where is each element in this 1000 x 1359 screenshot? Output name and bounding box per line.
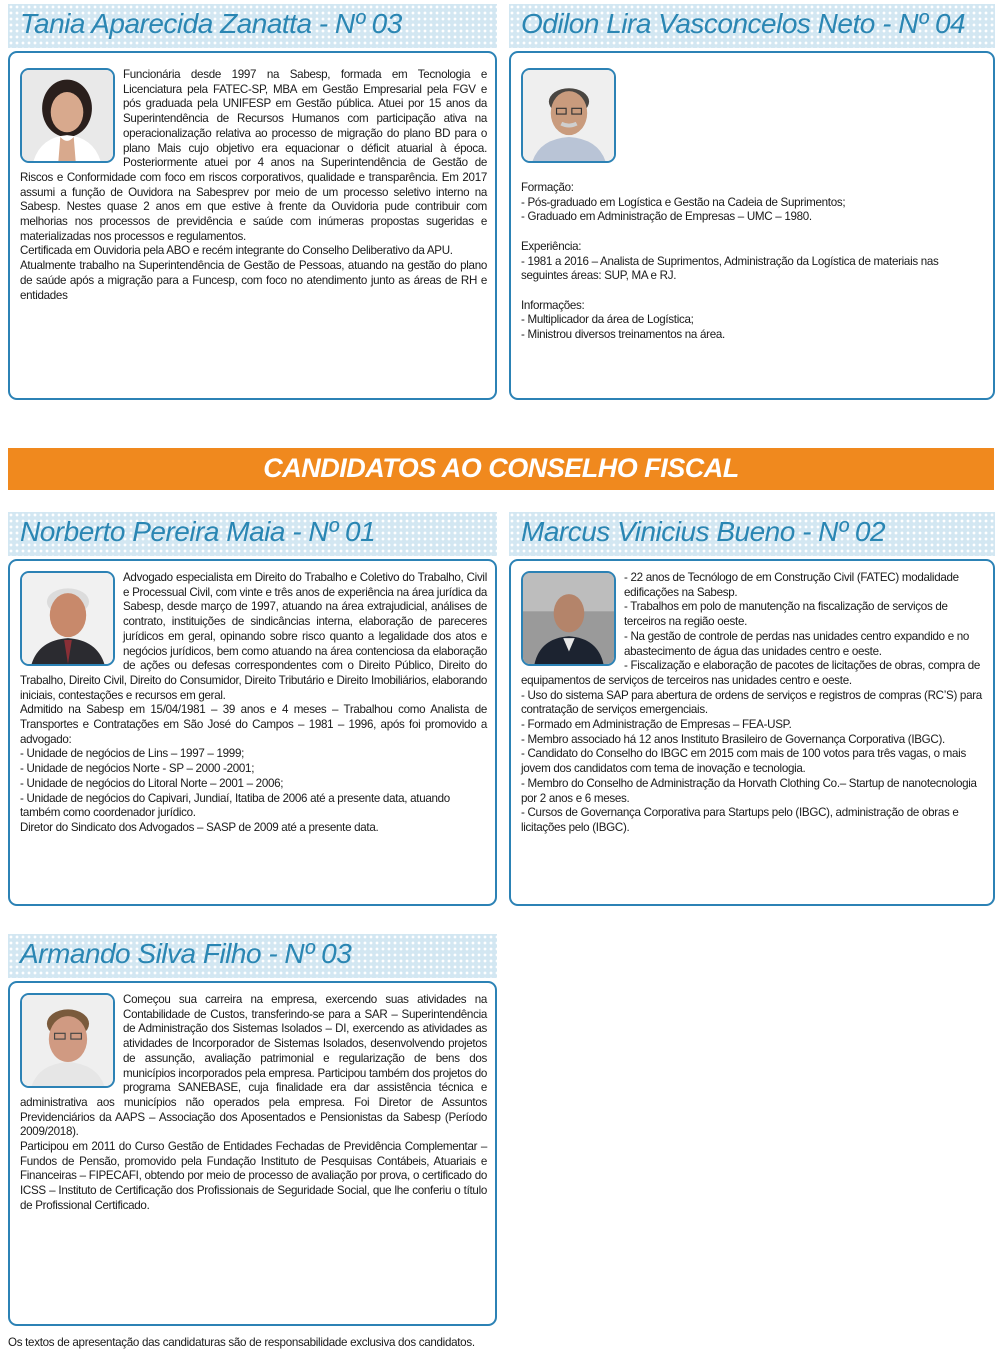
formacao-item: - Pós-graduado em Logística e Gestão na Cadeia de Suprimentos;: [521, 195, 846, 209]
candidate-photo: [20, 571, 115, 666]
candidate-title-bar: [509, 512, 995, 556]
candidate-box: [8, 51, 497, 400]
candidate-name: Norberto Pereira Maia - Nº 01: [20, 516, 376, 547]
candidate-bio: Funcionária desde 1997 na Sabesp, formada em Tecnologia e Licenciatura pela FATEC-SP, MBA em Gestão Empresarial pela FGV e pós graduada pela UNIFESP em Gestão pública. Atuei por 15 anos da Superintendência de Recursos Humanos com participação ativa na operacionalização relativa ao processo de migração do plano BD para o plano Mais cujo objetivo era equacionar o déficit atuarial à época. Posteriormente atuei por 4 anos na Superintendência de Gestão de Riscos e Conformidade com foco em riscos corporativos, qualidade e transparência. Em 2017 assumi a função de Ouvidora na Sabesprev por meio de um processo seletivo interno na Sabesp. Nestes quase 2 anos em que estive à frente da Ouvidoria pude contribuir com melhorias nos processos de previdência e saúde com inúmeras propostas sugeridas e materializadas nos processos e regulamentos.: [20, 68, 487, 243]
experience-item: - Uso do sistema SAP para abertura de ordens de serviços e registros de compras (RC’S) para contratação de serviços emergenciais.: [521, 688, 982, 717]
candidate-card-marcus: [509, 512, 995, 906]
candidate-bio-certification: Certificada em Ouvidoria pela ABO e recém integrante do Conselho Deliberativo da APU.: [20, 244, 453, 258]
section-title: CANDIDATOS AO CONSELHO FISCAL: [263, 453, 739, 483]
candidate-card-armando: [8, 934, 497, 1326]
footer-disclaimer: Os textos de apresentação das candidaturas são de responsabilidade exclusiva dos candidatos.: [8, 1336, 475, 1349]
candidate-card-norberto: [8, 512, 497, 906]
experience-item: - Cursos de Governança Corporativa para Startups pelo (IBGC), administração de obras e licitações pelo (IBGC).: [521, 806, 959, 834]
experience-item: - Trabalhos em polo de manutenção na fiscalização de serviços de terceiros na região oeste.: [624, 600, 948, 629]
candidate-box: [509, 51, 995, 400]
candidate-title-bar: [8, 512, 497, 556]
career-item: - Unidade de negócios do Capivari, Jundiaí, Itatiba de 2006 até a presente data, atuando também como coordenador jurídico.: [20, 791, 450, 820]
experience-item: - Candidato do Conselho do IBGC em 2015 com mais de 100 votos para três vagas, o mais jovem dos candidatos com tema de inovação e tecnologia.: [521, 747, 966, 776]
candidate-title-bar: [8, 4, 497, 48]
informacoes-label: Informações:: [521, 298, 585, 312]
formacao-label: Formação:: [521, 181, 574, 194]
formacao-section: [521, 181, 985, 343]
experiencia-label: Experiência:: [521, 239, 582, 253]
career-item: - Unidade de negócios do Litoral Norte – 2001 – 2006;: [20, 776, 284, 790]
candidate-card-tania: [8, 4, 497, 400]
section-banner: [8, 448, 994, 490]
informacoes-item: - Multiplicador da área de Logística;: [521, 313, 694, 327]
career-item: - Unidade de negócios de Lins – 1997 – 1999;: [20, 747, 245, 761]
experience-item: - Membro do Conselho de Administração da Horvath Clothing Co.– Startup de nanotecnologia por 2 anos e 6 meses.: [521, 776, 977, 805]
candidate-card-odilon: [509, 4, 995, 400]
experience-item: - Fiscalização e elaboração de pacotes de licitações de obras, compra de equipamentos de serviços de terceiros nas unidades centro e oeste.: [521, 659, 981, 687]
candidate-box: [509, 559, 995, 906]
candidate-name: Armando Silva Filho - Nº 03: [20, 938, 352, 969]
experience-item: - Na gestão de controle de perdas nas unidades centro expandido e no abastecimento de água das unidades centro e oeste.: [624, 629, 970, 658]
candidate-box: [8, 559, 497, 906]
candidate-name: Marcus Vinicius Bueno - Nº 02: [521, 516, 886, 547]
informacoes-item: - Ministrou diversos treinamentos na área.: [521, 328, 725, 341]
candidate-bio-admission: Admitido na Sabesp em 15/04/1981 – 39 anos e 4 meses – Trabalhou como Analista de Transportes e Contratações em São José do Campos – 1981 – 1996, após foi promovido a advogado:: [20, 703, 487, 746]
candidate-name: Tania Aparecida Zanatta - Nº 03: [20, 8, 402, 39]
candidate-photo: [521, 68, 616, 163]
career-item: - Unidade de negócios Norte - SP – 2000 -2001;: [20, 762, 255, 776]
candidate-box: [8, 981, 497, 1326]
candidate-bio: Começou sua carreira na empresa, exercendo suas atividades na Contabilidade de Custos, transferindo-se para a SAR – Superintendência de Administração dos Sistemas Isolados – DI, exercendo as atividades as atividades de Incorporador de Sistemas Isolados, desenvolvendo projetos de assunção, avaliação patrimonial e regularização de bens dos municípios incorporados pela empresa. Participou também dos projetos do programa SANEBASE, cuja finalidade era dar assistência técnica e administrativa aos municípios não operados pela empresa. Foi Diretor de Assuntos Previdenciários da AAPS – Associação dos Aposentados e Pensionistas da Sabesp (Período 2009/2018).: [20, 993, 487, 1139]
experience-item: - Membro associado há 12 anos Instituto Brasileiro de Governança Corporativa (IBGC).: [521, 732, 945, 746]
candidate-photo: [521, 571, 616, 666]
candidate-bio: Advogado especialista em Direito do Trabalho e Coletivo do Trabalho, Civil e Processual Civil, com vinte e três anos de experiência na área jurídica da Sabesp, desde março de 1997, atuando na área extrajudicial, análises de contrato, instituições de sindicâncias interna, elaboração de pareceres jurídicos em geral, opinando sobre risco quanto a legalidade dos atos e negócios jurídicos, bem como atuando na área contenciosa da elaboração de ações ou defesas correspondentes com o Direito Público, Direito do Trabalho, Direito Civil, Direito do Consumidor, Direito Tributário e Direito Imobiliários, elaborando iniciais, contestações e recursos em geral.: [20, 571, 487, 702]
career-list: [20, 747, 487, 835]
candidate-title-bar: [8, 934, 497, 978]
candidate-bio-certification: Participou em 2011 do Curso Gestão de Entidades Fechadas de Previdência Complementar – Fundos de Pensão, promovido pela Fundação Instituto de Pesquisas Contábeis, Atuariais e Financeiras – FIPECAFI, obtendo por meio de processo de avaliação por prova, o certificado do ICSS – Instituto de Certificação dos Profissionais de Seguridade Social, que lhe conferiu o título de Profissional Certificado.: [20, 1140, 487, 1212]
candidate-bio-current: Atualmente trabalho na Superintendência de Gestão de Pessoas, atuando na gestão do plano de saúde após a migração para a Funcesp, com foco no atendimento junto as áreas de RH e entidades: [20, 259, 487, 302]
formacao-item: - Graduado em Administração de Empresas – UMC – 1980.: [521, 210, 812, 224]
experiencia-item: - 1981 a 2016 – Analista de Suprimentos, Administração da Logística de materiais nas seguintes áreas: SUP, MA e RJ.: [521, 254, 939, 283]
candidate-title-bar: [509, 4, 995, 48]
experience-item: - 22 anos de Tecnólogo de em Construção Civil (FATEC) modalidade edificações na Sabesp.: [624, 571, 959, 599]
candidate-photo: [20, 993, 115, 1088]
candidate-photo: [20, 68, 115, 163]
candidate-name: Odilon Lira Vasconcelos Neto - Nº 04: [521, 8, 966, 39]
career-item: Diretor do Sindicato dos Advogados – SASP de 2009 até a presente data.: [20, 820, 379, 834]
experience-item: - Formado em Administração de Empresas – FEA-USP.: [521, 718, 792, 732]
